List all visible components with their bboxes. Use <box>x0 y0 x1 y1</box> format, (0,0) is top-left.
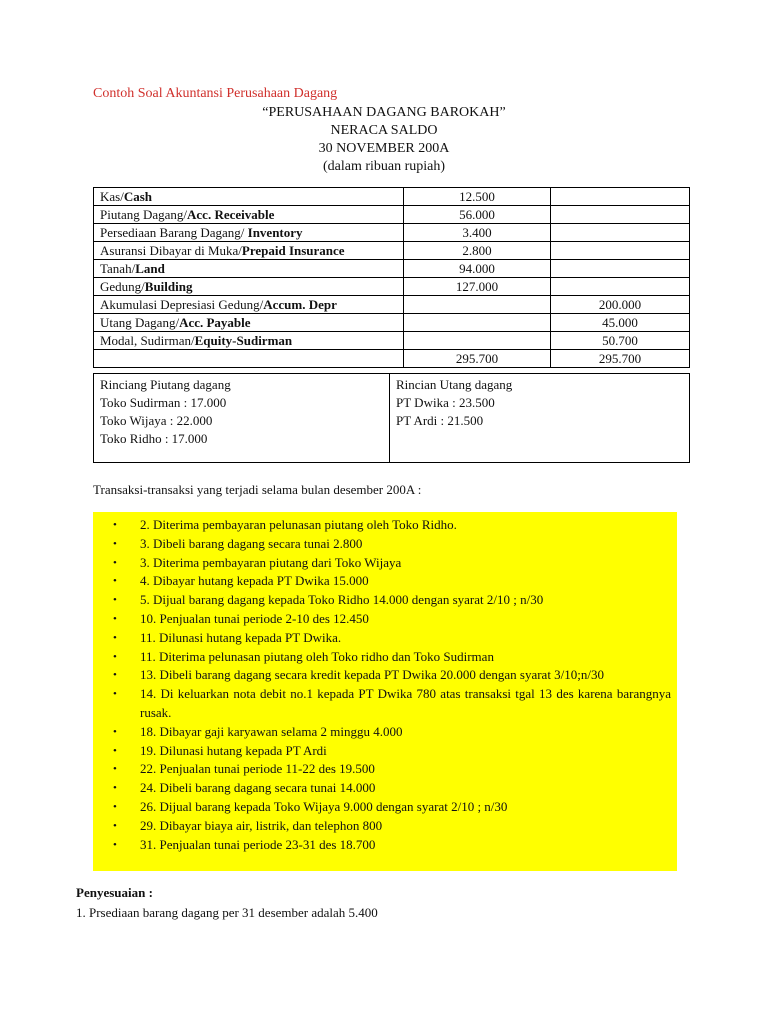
list-item <box>113 572 671 591</box>
account-cell: Asuransi Dibayar di Muka/Prepaid Insurance <box>94 242 404 260</box>
list-item <box>113 760 671 779</box>
bullet-icon: • <box>113 594 117 607</box>
list-item <box>113 798 671 817</box>
bullet-icon: • <box>113 688 117 701</box>
trial-balance-table <box>93 187 690 368</box>
debit-cell: 94.000 <box>404 260 551 278</box>
list-item: PT Dwika : 23.500 <box>396 395 495 410</box>
transaction-text: 24. Dibeli barang dagang secara tunai 14.000 <box>140 780 376 796</box>
table-row <box>94 332 690 350</box>
debit-cell <box>404 332 551 350</box>
credit-cell <box>551 206 690 224</box>
bullet-icon: • <box>113 519 117 531</box>
transaction-text: 14. Di keluarkan nota debit no.1 kepada PT Dwika 780 atas transaksi tgal 13 des karena barangnya rusak. <box>140 686 671 720</box>
bullet-icon: • <box>113 631 117 644</box>
transaction-text: 11. Dilunasi hutang kepada PT Dwika. <box>140 629 342 645</box>
table-row <box>94 206 690 224</box>
transaction-text: 2. Diterima pembayaran pelunasan piutang oleh Toko Ridho. <box>140 517 457 532</box>
credit-cell <box>551 224 690 242</box>
transaction-text: 4. Dibayar hutang kepada PT Dwika 15.000 <box>140 573 369 589</box>
debit-cell: 56.000 <box>404 206 551 224</box>
total-row <box>94 350 690 368</box>
report-date: 30 NOVEMBER 200A <box>318 141 450 156</box>
table-row <box>94 188 690 206</box>
bullet-icon: • <box>113 537 117 550</box>
account-cell: Gedung/Building <box>94 278 404 296</box>
list-item <box>113 591 671 610</box>
bullet-icon: • <box>113 800 117 813</box>
transaction-text: 19. Dilunasi hutang kepada PT Ardi <box>140 742 327 758</box>
credit-cell: 50.700 <box>551 332 690 350</box>
table-row <box>94 242 690 260</box>
list-item <box>113 516 671 535</box>
receivable-detail <box>94 374 390 462</box>
credit-cell <box>551 242 690 260</box>
document-label: Contoh Soal Akuntansi Perusahaan Dagang <box>93 86 338 101</box>
transaction-text: 3. Diterima pembayaran piutang dari Toko Wijaya <box>140 554 402 570</box>
credit-cell: 200.000 <box>551 296 690 314</box>
account-cell: Modal, Sudirman/Equity-Sudirman <box>94 332 404 350</box>
bullet-icon: • <box>113 838 117 851</box>
credit-cell <box>551 260 690 278</box>
adjustments-title: Penyesuaian : <box>76 885 153 900</box>
table-row <box>94 278 690 296</box>
account-cell: Persediaan Barang Dagang/ Inventory <box>94 224 404 242</box>
detail-box <box>93 373 690 463</box>
list-item <box>113 685 671 723</box>
adjustment-item: 1. Prsediaan barang dagang per 31 desember adalah 5.400 <box>76 905 378 920</box>
bullet-icon: • <box>113 725 117 738</box>
transaction-text: 3. Dibeli barang dagang secara tunai 2.800 <box>140 535 363 551</box>
report-title: NERACA SALDO <box>330 123 438 138</box>
table-row <box>94 314 690 332</box>
bullet-icon: • <box>113 612 117 625</box>
debit-cell <box>404 296 551 314</box>
transaction-text: 31. Penjualan tunai periode 23-31 des 18.700 <box>140 836 376 852</box>
bullet-icon: • <box>113 556 117 569</box>
debit-cell: 127.000 <box>404 278 551 296</box>
transaction-text: 22. Penjualan tunai periode 11-22 des 19.500 <box>140 761 375 777</box>
transactions-intro: Transaksi-transaksi yang terjadi selama bulan desember 200A : <box>93 482 422 497</box>
transactions-list <box>113 516 671 854</box>
credit-cell <box>551 188 690 206</box>
list-item <box>113 535 671 554</box>
debit-cell: 2.800 <box>404 242 551 260</box>
total-credit: 295.700 <box>551 350 690 368</box>
list-item <box>113 648 671 667</box>
bullet-icon: • <box>113 819 117 832</box>
total-debit: 295.700 <box>404 350 551 368</box>
credit-cell: 45.000 <box>551 314 690 332</box>
receivable-detail-title: Rinciang Piutang dagang <box>100 377 231 392</box>
account-cell: Kas/Cash <box>94 188 404 206</box>
account-cell: Utang Dagang/Acc. Payable <box>94 314 404 332</box>
list-item <box>113 836 671 855</box>
report-unit: (dalam ribuan rupiah) <box>322 159 446 174</box>
bullet-icon: • <box>113 763 117 776</box>
list-item: Toko Wijaya : 22.000 <box>100 413 213 428</box>
debit-cell: 3.400 <box>404 224 551 242</box>
bullet-icon: • <box>113 744 117 757</box>
report-header <box>0 104 768 176</box>
list-item: PT Ardi : 21.500 <box>396 413 484 428</box>
table-row <box>94 224 690 242</box>
transaction-text: 13. Dibeli barang dagang secara kredit kepada PT Dwika 20.000 dengan syarat 3/10;n/30 <box>140 667 605 683</box>
list-item <box>113 666 671 685</box>
total-label-cell <box>94 350 404 368</box>
debit-cell: 12.500 <box>404 188 551 206</box>
list-item: Toko Sudirman : 17.000 <box>100 395 227 410</box>
bullet-icon: • <box>113 782 117 795</box>
list-item <box>113 817 671 836</box>
transaction-text: 29. Dibayar biaya air, listrik, dan telephon 800 <box>140 817 383 833</box>
list-item <box>113 723 671 742</box>
transactions-highlight <box>93 512 677 871</box>
table-row <box>94 296 690 314</box>
transaction-text: 5. Dijual barang dagang kepada Toko Ridho 14.000 dengan syarat 2/10 ; n/30 <box>140 592 544 608</box>
table-row <box>94 260 690 278</box>
bullet-icon: • <box>113 575 117 588</box>
account-cell: Piutang Dagang/Acc. Receivable <box>94 206 404 224</box>
list-item <box>113 629 671 648</box>
list-item <box>113 610 671 629</box>
transaction-text: 11. Diterima pelunasan piutang oleh Toko ridho dan Toko Sudirman <box>140 648 494 664</box>
account-cell: Akumulasi Depresiasi Gedung/Accum. Depr <box>94 296 404 314</box>
list-item <box>113 742 671 761</box>
payable-detail-title: Rincian Utang dagang <box>396 377 513 392</box>
list-item <box>113 779 671 798</box>
company-name: “PERUSAHAAN DAGANG BAROKAH” <box>262 105 506 120</box>
credit-cell <box>551 278 690 296</box>
transaction-text: 18. Dibayar gaji karyawan selama 2 minggu 4.000 <box>140 723 403 739</box>
account-cell: Tanah/Land <box>94 260 404 278</box>
debit-cell <box>404 314 551 332</box>
payable-detail <box>390 374 689 462</box>
bullet-icon: • <box>113 650 117 663</box>
transaction-text: 26. Dijual barang kepada Toko Wijaya 9.000 dengan syarat 2/10 ; n/30 <box>140 798 508 814</box>
bullet-icon: • <box>113 669 117 682</box>
transaction-text: 10. Penjualan tunai periode 2-10 des 12.450 <box>140 610 369 626</box>
list-item: Toko Ridho : 17.000 <box>100 431 208 446</box>
list-item <box>113 554 671 573</box>
